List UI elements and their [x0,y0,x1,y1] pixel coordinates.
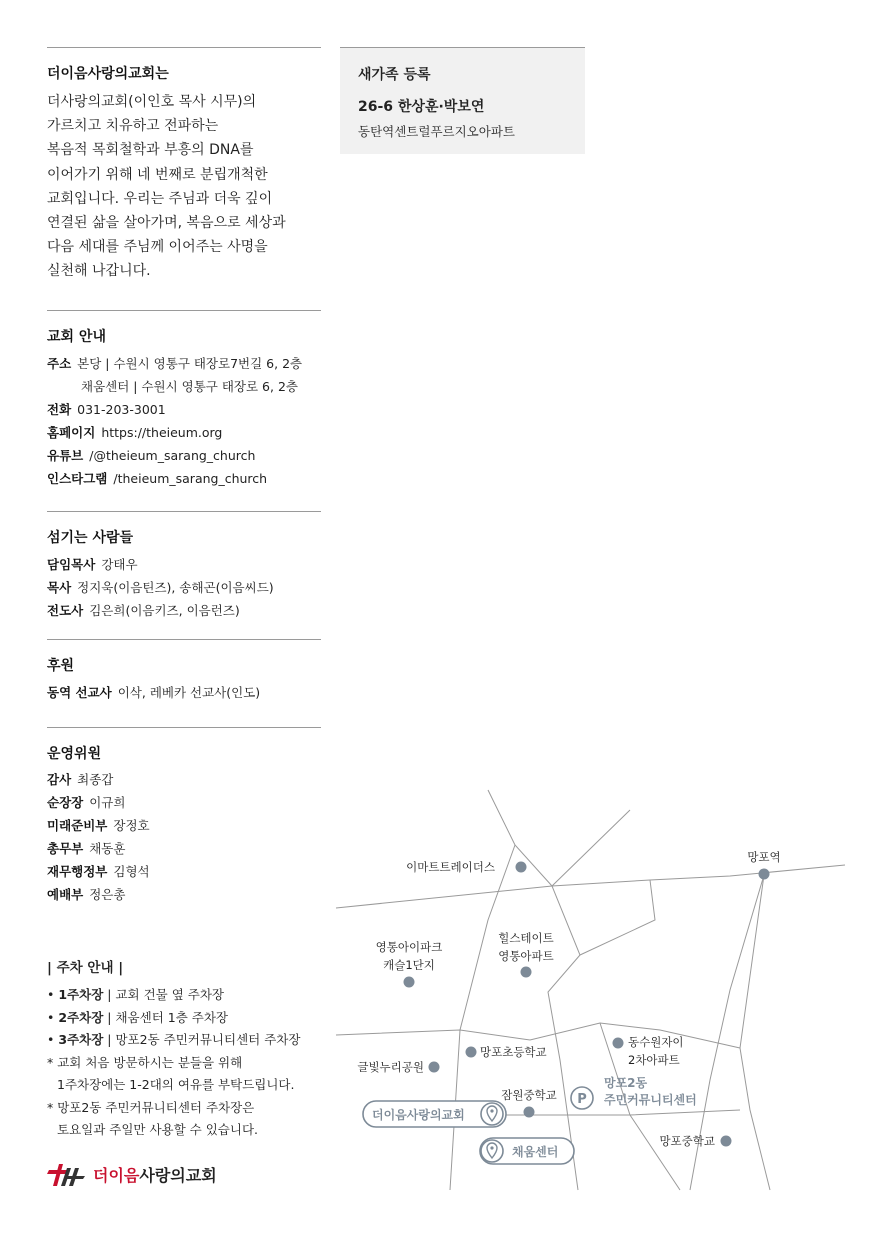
label-church: 더이음사랑의교회 [372,1108,465,1122]
committee-title: 운영위원 [47,746,102,762]
parking-label: 2주차장 [58,1009,104,1025]
label-hillstate-1: 힐스테이트 [498,931,554,945]
committee-row [47,814,150,837]
committee-value: 김형석 [113,864,150,879]
phone-label: 전화 [47,402,72,417]
parking-label: 1주차장 [58,987,104,1002]
map-overlay [330,780,850,1200]
committee-value: 장정호 [113,818,150,833]
marker-dot [721,1136,732,1147]
label-community-2: 주민커뮤니티센터 [604,1093,697,1107]
label-chaeum: 채움센터 [512,1145,559,1159]
intro-line: 이어가기 위해 네 번째로 분립개척한 [47,166,268,183]
youtube-row [47,444,302,467]
committee-label: 재무행정부 [47,864,108,879]
label-jamwon: 잠원중학교 [501,1088,557,1102]
address-value-2: 채움센터 | 수원시 영통구 태장로 6, 2층 [81,379,298,394]
label-mangpo-elem: 망포초등학교 [480,1045,547,1059]
marker-dot [521,967,532,978]
support-label: 동역 선교사 [47,685,112,700]
committee-list [47,768,150,906]
phone-value[interactable]: 031-203-3001 [77,402,166,417]
divider-committee [47,727,321,728]
marker-dot [759,869,770,880]
parking-note: 토요일과 주일만 사용할 수 있습니다. [57,1122,258,1137]
committee-value: 정은총 [89,887,126,902]
support-value: 이삭, 레베카 선교사(인도) [117,685,261,700]
instagram-link[interactable]: /theieum_sarang_church [113,471,268,486]
instagram-row [47,467,302,490]
parking-item [47,1029,337,1052]
parking-note: 1주차장에는 1-2대의 여유를 부탁드립니다. [57,1077,295,1092]
parking-text: | 교회 건물 옆 주차장 [107,987,224,1002]
youtube-label: 유튜브 [47,448,84,463]
intro-line: 가르치고 치유하고 전파하는 [47,118,219,135]
intro-line: 연결된 삶을 살아가며, 복음으로 세상과 [47,215,286,232]
intro-line: 더사랑의교회(이인호 목사 시무)의 [47,94,257,110]
logo-text [93,1163,217,1186]
divider-guide [47,310,321,311]
intro-line: 다음 세대를 주님께 이어주는 사명을 [47,239,268,256]
bullet: • [47,1032,55,1047]
new-family-name: 26-6 한상훈·박보연 [358,99,485,115]
intro-line: 실천해 나갑니다. [47,263,151,280]
servant-row [47,599,274,622]
servants-title: 섬기는 사람들 [47,530,134,546]
parking-label: 3주차장 [58,1032,104,1047]
address-row-2 [47,375,302,398]
committee-label: 순장장 [47,795,84,810]
new-family-box [340,47,585,154]
parking-p-letter: P [577,1092,587,1107]
marker-dot [429,1062,440,1073]
parking-item [47,1007,337,1030]
divider-support [47,639,321,640]
committee-label: 총무부 [47,841,84,856]
label-ipark-1: 영통아이파크 [375,940,443,954]
label-mangpo-middle: 망포중학교 [659,1134,715,1148]
homepage-row [47,421,302,444]
youtube-link[interactable]: /@theieum_sarang_church [89,448,256,463]
logo-mark-icon [47,1160,87,1188]
phone-row [47,398,302,421]
label-ipark-2: 캐슬1단지 [383,958,435,972]
parking-title: | 주차 안내 | [47,960,124,976]
marker-dot [404,977,415,988]
logo-text-rest: 사랑의교회 [139,1165,217,1185]
committee-row [47,837,150,860]
committee-value: 채동훈 [89,841,126,856]
committee-row [47,791,150,814]
parking-note: * 교회 처음 방문하시는 분들을 위해 [47,1054,243,1070]
address-label: 주소 [47,356,72,371]
servant-row [47,576,274,599]
committee-value: 이규희 [89,795,126,810]
servant-label: 담임목사 [47,557,96,572]
servant-value: 정지욱(이음틴즈), 송해곤(이음씨드) [77,580,274,595]
church-logo [47,1160,217,1188]
servant-label: 전도사 [47,603,84,618]
homepage-label: 홈페이지 [47,425,96,440]
marker-dot [524,1107,535,1118]
parking-marker [571,1075,697,1109]
intro-line: 교회입니다. 우리는 주님과 더욱 깊이 [47,190,273,207]
label-geulbit: 글빛누리공원 [357,1060,424,1074]
committee-row [47,860,150,883]
servant-row [47,553,274,576]
church-pin [363,1101,506,1127]
parking-guide [47,956,337,1142]
bullet: • [47,987,55,1002]
parking-note: * 망포2동 주민커뮤니티센터 주차장은 [47,1099,255,1115]
support-title: 후원 [47,658,75,674]
label-dongsuwon-1: 동수원자이 [628,1035,684,1049]
logo-text-red: 더이음 [93,1165,140,1185]
new-family-title: 새가족 등록 [358,67,431,83]
divider-top [47,47,321,48]
instagram-label: 인스타그램 [47,471,108,486]
intro-line: 복음적 목회철학과 부흥의 DNA를 [47,142,254,159]
label-emart: 이마트트레이더스 [406,860,495,874]
committee-value: 최종갑 [77,772,114,787]
chaeum-pin [480,1138,574,1164]
committee-row [47,768,150,791]
address-row [47,352,302,375]
label-community-1: 망포2동 [604,1076,648,1090]
bullet: • [47,1009,55,1025]
servant-label: 목사 [47,580,72,595]
label-dongsuwon-2: 2차아파트 [628,1053,680,1067]
support-row [47,681,260,704]
guide-info [47,352,302,490]
new-family-address: 동탄역센트럴푸르지오아파트 [358,124,515,139]
servant-value: 강태우 [101,557,138,572]
committee-row [47,883,150,906]
label-hillstate-2: 영통아파트 [498,949,554,963]
guide-title: 교회 안내 [47,329,106,345]
servants-list [47,553,274,622]
intro-text [47,90,321,284]
homepage-link[interactable]: https://theieum.org [101,425,223,440]
committee-label: 예배부 [47,887,84,902]
marker-dot [466,1047,477,1058]
marker-dot [516,862,527,873]
intro-title: 더이음사랑의교회는 [47,66,169,82]
parking-text: | 채움센터 1층 주차장 [107,1009,228,1025]
committee-label: 감사 [47,772,72,787]
address-value-1: 본당 | 수원시 영통구 태장로7번길 6, 2층 [77,356,303,371]
label-mangpo-station: 망포역 [747,850,781,864]
divider-servants [47,511,321,512]
parking-text: | 망포2동 주민커뮤니티센터 주차장 [107,1032,301,1047]
committee-label: 미래준비부 [47,818,108,833]
marker-dot [613,1038,624,1049]
support-list [47,681,260,704]
servant-value: 김은희(이음키즈, 이음런즈) [89,603,240,618]
parking-item [47,984,337,1007]
